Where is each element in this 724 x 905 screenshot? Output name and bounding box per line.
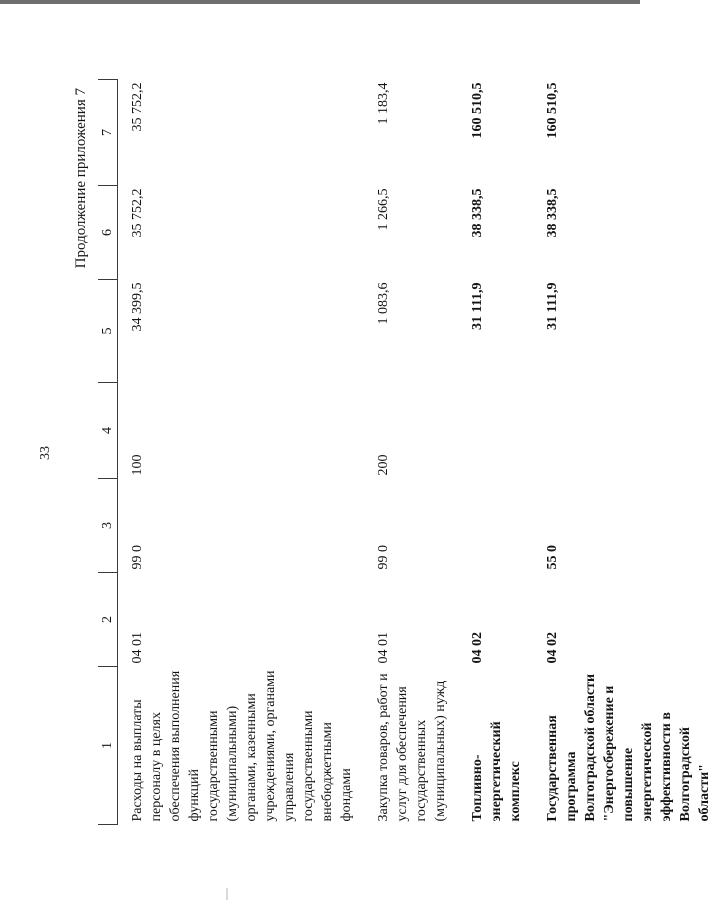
row-value-7: 160 510,5 [470,82,485,139]
row-value-5: 31 111,9 [470,282,485,330]
row-program: 99 0 [376,545,391,570]
row-value-6: 38 338,5 [470,188,485,238]
header-col-2: 2 [98,573,118,667]
rotated-content [40,80,712,825]
header-col-3: 3 [98,479,118,573]
header-col-7: 7 [98,80,118,186]
scan-smudge [226,888,228,900]
row-value-6: 38 338,5 [545,188,560,238]
row-name: Закупка товаров, работ и услуг для обеспечения государственных (муниципальных) нужд [376,673,448,822]
row-name: Расходы на выплаты персоналу в целях обеспечения выполнения функций государственными (муниципальными) органами, казенными учреждениями, органами управления государственными внебюджетными фондами [130,670,354,822]
row-expense-type [535,383,724,479]
row-value-7: 1 183,4 [376,82,391,125]
header-col-1: 1 [98,667,118,825]
header-col-5: 5 [98,280,118,383]
table-row [460,80,535,825]
row-program: 99 0 [130,545,145,570]
row-value-6: 35 752,2 [130,188,145,238]
row-section: 04 01 [376,632,391,664]
row-value-7: 35 752,2 [130,82,145,132]
row-value-5: 34 399,5 [130,282,145,332]
row-section: 04 02 [545,632,560,664]
scan-top-edge [0,0,640,4]
row-name: Государственная программа Волгоградской области "Энергосбережение и повышение энергетической эффективности в Волгоградской области" [545,673,712,822]
row-value-5: 1 083,6 [376,282,391,325]
row-section: 04 02 [470,632,485,664]
page-number: 33 [38,446,53,460]
row-name: Топливно-энергетический комплекс [470,721,523,822]
document-page [40,80,712,825]
table-row [535,80,724,825]
continuation-label: Продолжение приложения 7 [73,88,89,269]
row-section: 04 01 [130,632,145,664]
row-expense-type [460,383,535,479]
row-value-5: 31 111,9 [545,282,560,330]
header-col-4: 4 [98,383,118,479]
row-program: 55 0 [545,545,560,570]
row-value-6: 1 266,5 [376,188,391,231]
row-expense-type: 100 [130,454,145,476]
header-col-6: 6 [98,186,118,280]
header-row [98,80,118,825]
table-row [366,80,460,825]
row-value-7: 160 510,5 [545,82,560,139]
row-expense-type: 200 [376,454,391,476]
row-program [460,479,535,573]
table-row [120,80,366,825]
budget-table [98,79,724,825]
